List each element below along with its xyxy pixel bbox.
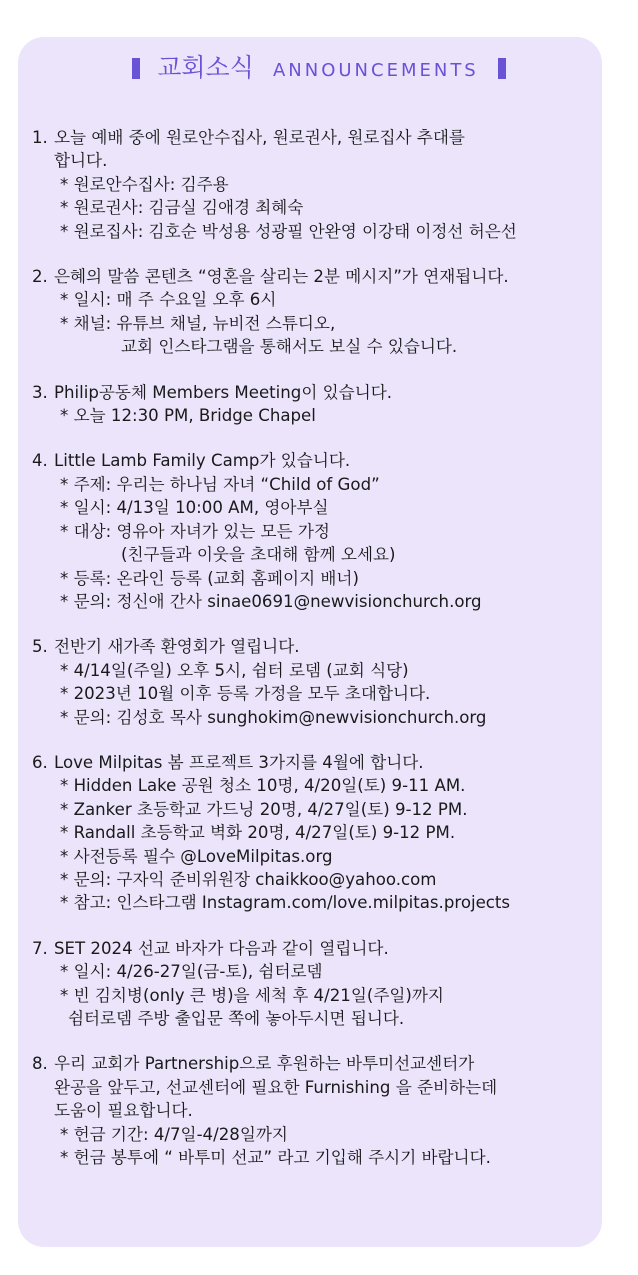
item-body [54, 1052, 592, 1169]
item-detail: * 2023년 10월 이후 등록 가정을 모두 초대합니다. [60, 684, 431, 704]
announcement-item [32, 126, 592, 243]
item-detail: * 원로집사: 김호순 박성용 성광필 안완영 이강태 이정선 허은선 [60, 221, 517, 241]
item-number: 5. [32, 637, 48, 657]
item-text: 오늘 예배 중에 원로안수집사, 원로권사, 원로집사 추대를 [54, 128, 465, 147]
item-number: 3. [32, 382, 48, 402]
item-text: SET 2024 선교 바자가 다음과 같이 열립니다. [54, 938, 389, 958]
item-detail-continued: 교회 인스타그램을 통해서도 보실 수 있습니다. [121, 337, 458, 357]
item-body [54, 751, 592, 915]
item-text: 합니다. [54, 151, 108, 171]
item-detail: * 문의: 김성호 목사 sunghokim@newvisionchurch.org [60, 707, 487, 727]
item-detail: * 빈 김치병(only 큰 병)을 세척 후 4/21일(주일)까지 [60, 985, 444, 1005]
item-detail: * 등록: 온라인 등록 (교회 홈페이지 배너) [60, 568, 359, 588]
item-number: 8. [32, 1054, 48, 1074]
item-detail: * 4/14일(주일) 오후 5시, 쉼터 로뎀 (교회 식당) [60, 660, 409, 680]
item-detail-continued: 쉼터로뎀 주방 출입문 쪽에 놓아두시면 됩니다. [68, 1009, 405, 1028]
item-detail: * 일시: 4/13일 10:00 AM, 영아부실 [60, 498, 329, 518]
header-title-english: ANNOUNCEMENTS [272, 60, 479, 81]
announcement-item [32, 381, 592, 428]
item-detail: * Randall 초등학교 벽화 20명, 4/27일(토) 9-12 PM. [60, 823, 456, 843]
header-bar-right [498, 58, 506, 79]
item-body [54, 126, 592, 243]
announcement-item [32, 1052, 592, 1169]
item-detail: * 오늘 12:30 PM, Bridge Chapel [60, 406, 316, 426]
item-body [54, 937, 592, 1031]
item-body [54, 265, 592, 359]
header-title-korean: 교회소식 [157, 53, 254, 82]
item-detail: * 주제: 우리는 하나님 자녀 “Child of God” [60, 474, 380, 494]
item-text: 전반기 새가족 환영회가 열립니다. [54, 637, 300, 657]
item-detail: * Zanker 초등학교 가드닝 20명, 4/27일(토) 9-12 PM. [60, 799, 468, 819]
announcement-item [32, 937, 592, 1031]
item-detail: * 원로권사: 김금실 김애경 최혜숙 [60, 198, 304, 218]
item-detail: * Hidden Lake 공원 청소 10명, 4/20일(토) 9-11 AM. [60, 776, 466, 796]
item-text: 은혜의 말씀 콘텐츠 “영혼을 살리는 2분 메시지”가 연재됩니다. [54, 267, 509, 287]
announcement-item [32, 449, 592, 613]
item-body [54, 449, 592, 613]
item-detail: * 사전등록 필수 @LoveMilpitas.org [60, 846, 333, 866]
item-text: 도움이 필요합니다. [54, 1101, 193, 1121]
item-detail: * 헌금 기간: 4/7일-4/28일까지 [60, 1124, 288, 1144]
item-text: 우리 교회가 Partnership으로 후원하는 바투미선교센터가 [54, 1054, 475, 1074]
header-bar-left [132, 58, 140, 79]
item-text: 완공을 앞두고, 선교센터에 필요한 Furnishing 을 준비하는데 [54, 1077, 498, 1097]
item-number: 6. [32, 752, 48, 772]
announcement-item [32, 265, 592, 359]
item-number: 4. [32, 451, 48, 471]
item-detail-continued: (친구들과 이웃을 초대해 함께 오세요) [121, 545, 396, 565]
item-detail: * 일시: 매 주 수요일 오후 6시 [60, 290, 277, 310]
item-number: 1. [32, 128, 48, 147]
item-detail: * 참고: 인스타그램 Instagram.com/love.milpitas.projects [60, 893, 511, 913]
item-detail: * 문의: 정신애 간사 sinae0691@newvisionchurch.org [60, 591, 482, 611]
item-body [54, 381, 592, 428]
announcement-item [32, 751, 592, 915]
item-detail: * 문의: 구자익 준비위원장 chaikkoo@yahoo.com [60, 869, 437, 889]
item-detail: * 채널: 유튜브 채널, 뉴비전 스튜디오, [60, 313, 336, 333]
item-detail: * 일시: 4/26-27일(금-토), 쉼터로뎀 [60, 962, 323, 982]
announcement-header [0, 48, 638, 84]
item-detail: * 원로안수집사: 김주용 [60, 174, 229, 194]
item-text: Love Milpitas 봄 프로젝트 3가지를 4월에 합니다. [54, 752, 424, 772]
item-detail: * 대상: 영유아 자녀가 있는 모든 가정 [60, 521, 330, 541]
announcement-item [32, 635, 592, 729]
item-number: 7. [32, 938, 48, 958]
announcement-list [32, 126, 592, 1191]
item-number: 2. [32, 267, 48, 287]
item-detail: * 헌금 봉투에 “ 바투미 선교” 라고 기입해 주시기 바랍니다. [60, 1148, 491, 1168]
item-text: Little Lamb Family Camp가 있습니다. [54, 451, 351, 471]
item-text: Philip공동체 Members Meeting이 있습니다. [54, 382, 393, 402]
item-body [54, 635, 592, 729]
